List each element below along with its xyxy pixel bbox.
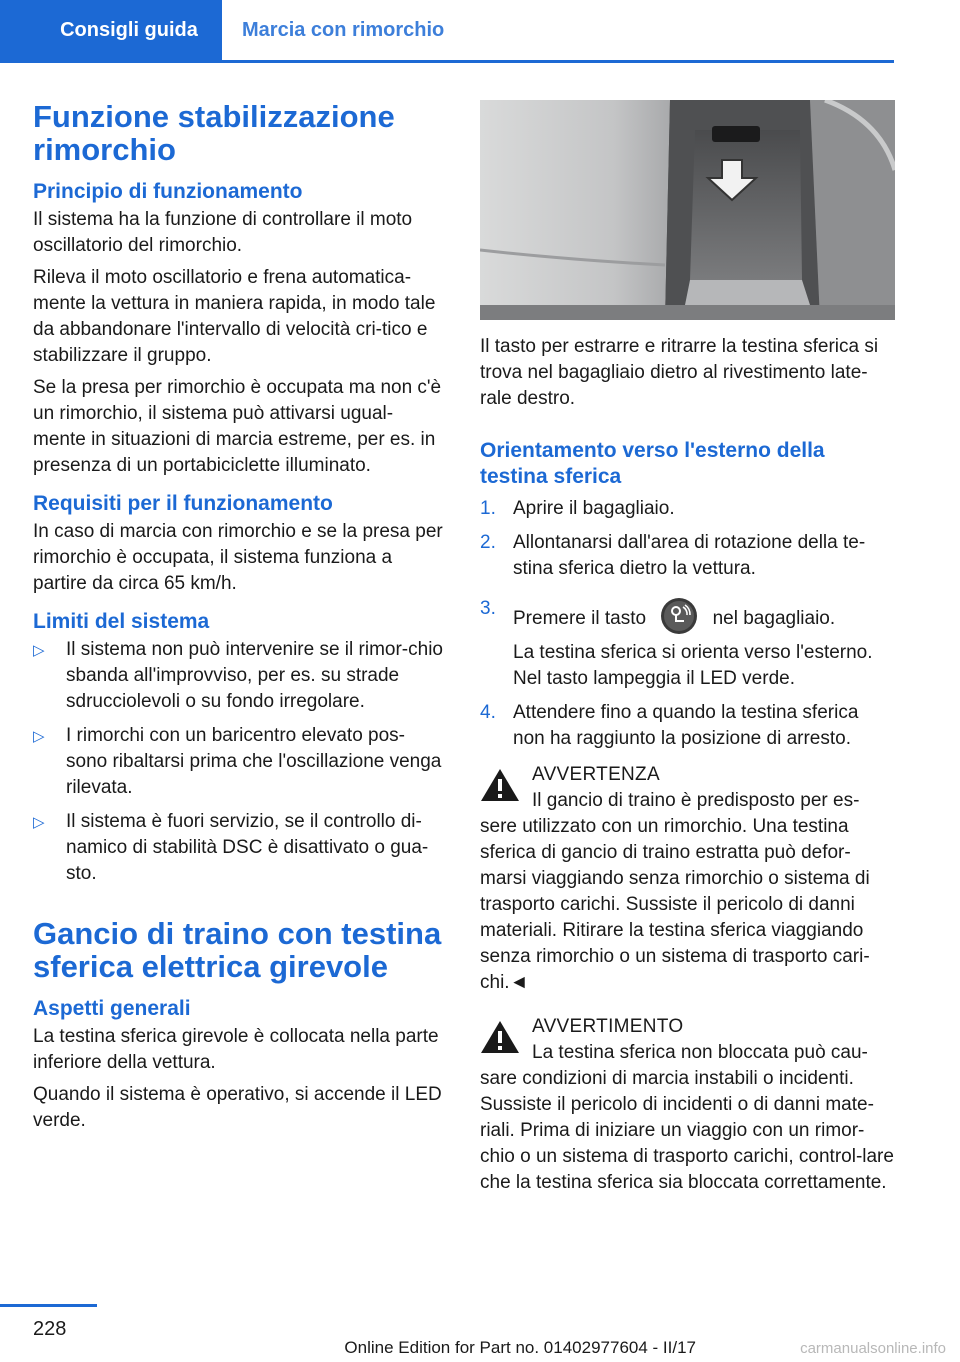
heading-general-aspects: Aspetti generali	[33, 997, 191, 1020]
warning-block	[480, 1014, 895, 1196]
step-1: 1. Aprire il bagagliaio.	[480, 498, 675, 519]
heading-tow-hitch: Gancio di traino con testina sferica elettrica girevole	[33, 916, 442, 984]
paragraph-general-1: La testina sferica girevole è collocata nella parte inferiore della vettura.	[33, 1026, 439, 1073]
paragraph-general-2: Quando il sistema è operativo, si accende il LED verde.	[33, 1084, 442, 1131]
right-column	[480, 100, 895, 1204]
step-3-detail: La testina sferica si orienta verso l'esterno. Nel tasto lampeggia il LED verde.	[513, 642, 873, 689]
paragraph-principle-3: Se la presa per rimorchio è occupata ma non c'è un rimorchio, il sistema può attivarsi ugual-mente in situazioni di marcia estreme, per es. in presenza di un portabiciclette illuminato.	[33, 377, 442, 476]
heading-system-limits: Limiti del sistema	[33, 610, 210, 633]
trunk-illustration	[480, 100, 895, 320]
heading-operating-principle: Principio di funzionamento	[33, 180, 303, 203]
heading-requirements: Requisiti per il funzionamento	[33, 492, 333, 515]
step-2: 2. Allontanarsi dall'area di rotazione della te-stina sferica dietro la vettura.	[480, 532, 866, 579]
notice-body: Il gancio di traino è predisposto per es-sere utilizzato con un rimorchio. Una testina sferica di gancio di traino estratta può defor-marsi viaggiando senza rimorchio o sistema di trasporto carichi. Sussiste il pericolo di danni materiali. Ritirare la testina sferica viaggiando senza rimorchio o un sistema di trasporto cari-chi.◄	[480, 790, 870, 993]
footer-divider	[0, 1304, 97, 1307]
watermark: carmanualsonline.info	[800, 1340, 946, 1357]
triangle-bullet-icon: ▷	[33, 728, 45, 745]
notice-block	[480, 762, 895, 996]
list-item: ▷ Il sistema è fuori servizio, se il controllo di-namico di stabilità DSC è disattivato o gua-sto.	[33, 811, 429, 884]
heading-trailer-stabilization: Funzione stabilizzazione rimorchio	[33, 99, 395, 167]
list-item: ▷ I rimorchi con un baricentro elevato pos-sono ribaltarsi prima che l'oscillazione venga rilevata.	[33, 725, 442, 798]
notice-title: AVVERTENZA	[532, 764, 660, 785]
header-divider	[0, 60, 894, 63]
header-tab-marcia-con-rimorchio[interactable]	[222, 0, 894, 60]
page-number: 228	[33, 1318, 67, 1340]
figure-caption: Il tasto per estrarre e ritrarre la testina sferica si trova nel bagagliaio dietro al rivestimento late-rale destro.	[480, 336, 879, 409]
step-4: 4. Attendere fino a quando la testina sferica non ha raggiunto la posizione di arresto.	[480, 702, 859, 749]
warning-body: La testina sferica non bloccata può cau-sare condizioni di marcia instabili o incidenti. Sussiste il pericolo di incidenti o di danni mate-riali. Prima di iniziare un viaggio con un rimor-chio o un sistema di trasporto carichi, control-lare che la testina sferica sia bloccata correttamente.	[480, 1042, 894, 1193]
header-tab-inactive-label: Marcia con rimorchio	[242, 18, 445, 41]
header-tab-consigli-guida[interactable]	[0, 0, 222, 60]
system-limits-list	[33, 637, 445, 887]
swing-out-steps	[480, 496, 895, 752]
warning-triangle-icon	[480, 768, 520, 802]
triangle-bullet-icon: ▷	[33, 642, 45, 659]
tow-hitch-button-icon	[659, 596, 699, 636]
edition-info: Online Edition for Part no. 01402977604 - II/17	[344, 1338, 696, 1357]
paragraph-requirements: In caso di marcia con rimorchio e se la presa per rimorchio è occupata, il sistema funziona a partire da circa 65 km/h.	[33, 521, 443, 594]
paragraph-principle-1: Il sistema ha la funzione di controllare il moto oscillatorio del rimorchio.	[33, 209, 413, 256]
step-3: 3. Premere il tasto nel bagagliaio. La testina sferica si orienta verso l'esterno. Nel tasto lampeggia il LED verde.	[480, 596, 895, 692]
left-column	[33, 100, 445, 1140]
triangle-bullet-icon: ▷	[33, 814, 45, 831]
warning-title: AVVERTIMENTO	[532, 1016, 684, 1037]
heading-swing-out: Orientamento verso l'esterno della testina sferica	[480, 439, 825, 488]
warning-triangle-icon	[480, 1020, 520, 1054]
trunk-button-photo	[480, 100, 895, 320]
paragraph-principle-2: Rileva il moto oscillatorio e frena automatica-mente la vettura in maniera rapida, in modo tale da abbandonare l'intervallo di velocità cri-tico e stabilizzare il gruppo.	[33, 267, 436, 366]
list-item: ▷ Il sistema non può intervenire se il rimor-chio sbanda all'improvviso, per es. su strade sdrucciolevoli o su fondo irregolare.	[33, 639, 443, 712]
header-tab-active-label: Consigli guida	[60, 18, 198, 41]
